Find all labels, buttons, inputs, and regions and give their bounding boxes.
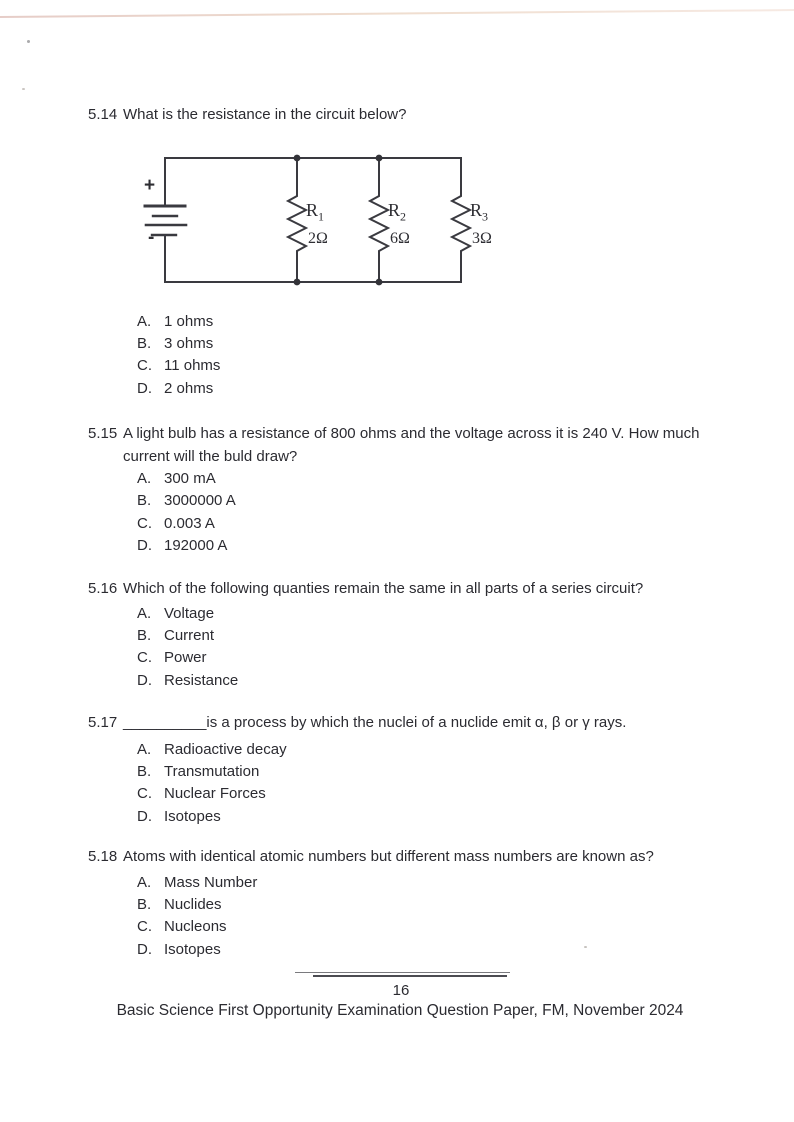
option-letter: C. <box>137 649 152 667</box>
question-heading <box>88 846 748 869</box>
scan-speck <box>27 40 30 43</box>
resistor-subscript: 1 <box>318 209 325 224</box>
question-number: 5.18 <box>88 848 118 865</box>
option-row <box>137 806 748 828</box>
options-list <box>137 603 748 693</box>
resistor-label-r1 <box>306 200 324 227</box>
question-number: 5.17 <box>88 714 118 731</box>
option-row <box>137 378 748 400</box>
option-letter: B. <box>137 762 152 780</box>
option-letter: C. <box>137 785 152 803</box>
options-list <box>137 739 748 829</box>
option-text: Mass Number <box>164 873 258 891</box>
option-row <box>137 647 748 669</box>
question-block-5-16 <box>88 578 748 692</box>
option-text: 3 ohms <box>164 334 214 352</box>
option-text: Voltage <box>164 604 215 622</box>
option-row <box>137 783 748 805</box>
option-text: 2 ohms <box>164 379 214 397</box>
scan-speck <box>22 88 25 90</box>
options-list <box>137 311 748 401</box>
option-row <box>137 670 748 692</box>
option-text: Nuclear Forces <box>164 785 266 803</box>
resistor-name: R <box>306 200 319 220</box>
footer-rule-bottom <box>313 975 507 977</box>
option-letter: A. <box>137 873 152 891</box>
option-row <box>137 535 748 557</box>
question-text: __________is a process by which the nuclei of a nuclide emit α, β or γ rays. <box>123 714 627 731</box>
option-row <box>137 355 748 377</box>
option-letter: D. <box>137 671 152 689</box>
option-row <box>137 872 748 894</box>
circuit-diagram <box>140 148 520 300</box>
options-list <box>137 468 748 558</box>
option-letter: D. <box>137 537 152 555</box>
option-row <box>137 513 748 535</box>
option-text: 1 ohms <box>164 312 214 330</box>
option-letter: A. <box>137 312 152 330</box>
resistor-name: R <box>388 200 401 220</box>
option-text: 3000000 A <box>164 492 236 510</box>
option-text: Radioactive decay <box>164 740 287 758</box>
option-row <box>137 468 748 490</box>
option-letter: B. <box>137 334 152 352</box>
options-list <box>137 872 748 962</box>
option-row <box>137 894 748 916</box>
option-text: 192000 A <box>164 537 228 555</box>
option-row <box>137 916 748 938</box>
option-text: Current <box>164 626 215 644</box>
option-text: Isotopes <box>164 807 221 825</box>
question-heading <box>88 578 748 601</box>
option-letter: D. <box>137 807 152 825</box>
option-text: Transmutation <box>164 762 260 780</box>
option-letter: B. <box>137 626 152 644</box>
footer-rule-top <box>295 972 510 973</box>
question-number: 5.15 <box>88 425 118 442</box>
option-row <box>137 761 748 783</box>
option-text: 0.003 A <box>164 514 215 532</box>
option-letter: A. <box>137 740 152 758</box>
resistor-value-r2: 6Ω <box>390 230 410 247</box>
footer-text: Basic Science First Opportunity Examination Question Paper, FM, November 2024 <box>116 1002 684 1019</box>
question-text: Which of the following quanties remain the same in all parts of a series circuit? <box>123 580 644 597</box>
resistor-value-r1: 2Ω <box>308 230 328 247</box>
resistor-subscript: 2 <box>400 209 407 224</box>
battery-negative-sign: - <box>148 227 155 248</box>
resistor-label-r2 <box>388 200 406 227</box>
option-letter: A. <box>137 470 152 487</box>
option-text: Nuclides <box>164 895 222 913</box>
option-row <box>137 625 748 647</box>
option-letter: C. <box>137 514 152 532</box>
option-text: 11 ohms <box>164 357 221 375</box>
resistor-label-r3 <box>470 200 488 227</box>
page-number: 16 <box>392 982 410 999</box>
question-text: A light bulb has a resistance of 800 ohms and the voltage across it is 240 V. How much current will the buld draw? <box>123 425 700 465</box>
option-text: Isotopes <box>164 940 221 958</box>
question-heading <box>88 712 748 735</box>
question-number: 5.14 <box>88 106 118 123</box>
option-letter: B. <box>137 895 152 913</box>
option-letter: C. <box>137 918 152 936</box>
question-block-5-15 <box>88 423 748 558</box>
option-letter: D. <box>137 940 152 958</box>
question-heading <box>88 104 748 127</box>
option-text: Power <box>164 649 207 667</box>
option-row <box>137 939 748 961</box>
resistor-name: R <box>470 200 483 220</box>
question-block-5-18 <box>88 846 748 961</box>
question-block-5-17 <box>88 712 748 828</box>
option-text: 300 mA <box>164 470 216 487</box>
option-row <box>137 490 748 512</box>
question-number: 5.16 <box>88 580 118 597</box>
option-letter: A. <box>137 604 152 622</box>
option-letter: B. <box>137 492 152 510</box>
option-row <box>137 311 748 333</box>
option-letter: D. <box>137 379 152 397</box>
option-letter: C. <box>137 357 152 375</box>
option-row <box>137 333 748 355</box>
battery-positive-sign: + <box>144 175 156 196</box>
resistor-subscript: 3 <box>482 209 489 224</box>
question-text: Atoms with identical atomic numbers but different mass numbers are known as? <box>123 848 654 865</box>
resistor-value-r3: 3Ω <box>472 230 492 247</box>
option-text: Resistance <box>164 671 239 689</box>
question-text: What is the resistance in the circuit below? <box>123 106 407 123</box>
option-row <box>137 739 748 761</box>
question-heading <box>88 423 748 468</box>
option-text: Nucleons <box>164 918 227 936</box>
option-row <box>137 603 748 625</box>
scan-artifact-line <box>0 9 794 18</box>
